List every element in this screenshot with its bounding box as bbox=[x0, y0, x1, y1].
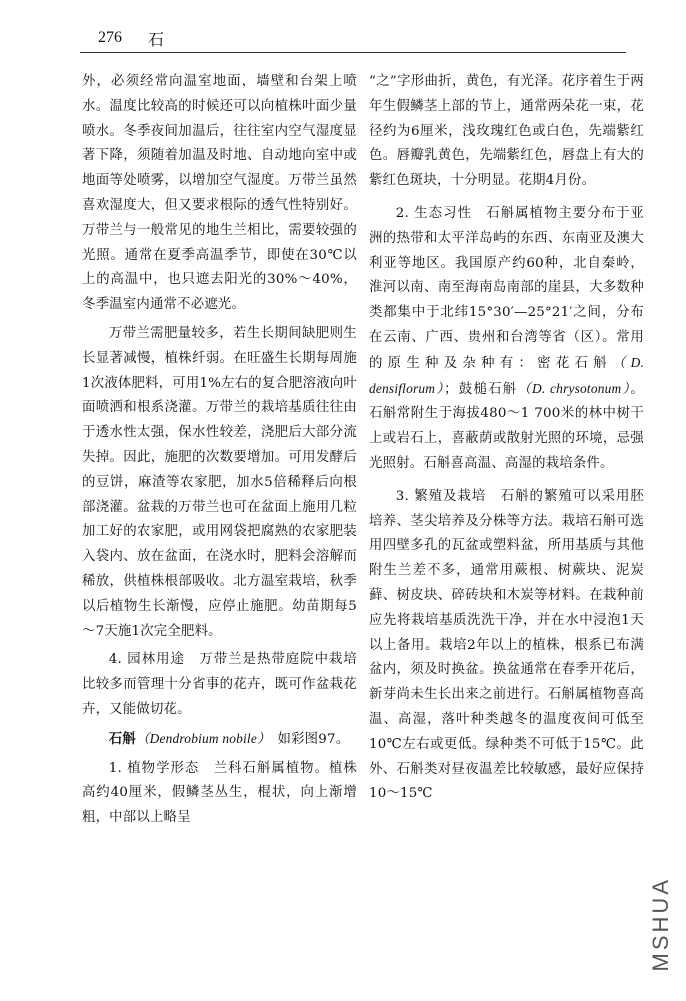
entry-name: 石斛 bbox=[108, 730, 136, 747]
paragraph: “之”字形曲折，黄色，有光泽。花序着生于两年生假鳞茎上部的节上，通常两朵花一束，花径约为6厘米，浅玫瑰红色或白色，先端紫红色。唇瓣乳黄色，先端紫红色，唇盘上有大的紫红色斑块，十分明显。花期4月份。 bbox=[369, 74, 644, 189]
figure-reference: 如彩图97。 bbox=[263, 731, 350, 747]
left-column bbox=[82, 70, 357, 835]
latin-name: （D. densiflorum） bbox=[369, 354, 644, 396]
text-run: 2. 生态习性 石斛属植物主要分布于亚洲的热带和太平洋岛屿的东西、东南亚及澳大利亚等地区。我国原产约60种，北自秦岭，淮河以南、南至海南岛南部的崖县，大多数种类都集中于北纬15°30′—25°21′之间，分布在云南、广西、贵州和台湾等省（区）。常用的原生种及杂种有：密花石斛 bbox=[369, 205, 644, 371]
page-number: 276 bbox=[98, 29, 122, 46]
text-run: 。石斛常附生于海拔480～1 700米的林中树干上或岩石上，喜蔽荫或散射光照的环境，忌强光照射。石斛喜高温、高湿的栽培条件。 bbox=[369, 381, 644, 471]
entry-heading-paragraph bbox=[82, 727, 357, 753]
paragraph: 外，必须经常向温室地面，墙壁和台架上喷水。温度比较高的时候还可以向植株叶面少量喷水。冬季夜间加温后，往往室内空气湿度显著下降，须随着加温及时地、自动地向室中或地面等处喷雾，以增加空气湿度。万带兰虽然喜欢湿度大，但又要求根际的透气性特别好。万带兰与一般常见的地生兰相比，需要较强的光照。通常在夏季高温季节，即使在30℃以上的高温中，也只遮去阳光的30%～40%，冬季温室内通常不必遮光。 bbox=[82, 74, 357, 313]
watermark: MSHUA bbox=[648, 876, 673, 971]
text-run: ；鼓槌石斛 bbox=[444, 381, 518, 397]
paragraph bbox=[369, 202, 644, 477]
paragraph: 1. 植物学形态 兰科石斛属植物。植株高约40厘米，假鳞茎丛生，棍状，向上渐增粗，中部以上略呈 bbox=[82, 760, 357, 826]
right-column bbox=[369, 70, 644, 811]
page-header bbox=[80, 26, 620, 52]
latin-name: （D. chrysotonum） bbox=[517, 380, 631, 396]
header-rule bbox=[80, 52, 626, 53]
paragraph: 3. 繁殖及栽培 石斛的繁殖可以采用胚培养、茎尖培养及分株等方法。栽培石斛可选用四壁多孔的瓦盆或塑料盆，所用基质与其他附生兰差不多，通常用蕨根、树蕨块、泥炭藓、树皮块、碎砖块和木炭等材料。在栽种前应先将栽培基质洗洗干净，并在水中浸泡1天以上备用。栽培2年以上的植株，根系已布满盆内，须及时换盆。换盆通常在春季开花后，新芽尚未生长出来之前进行。石斛属植物喜高温、高湿，落叶种类越冬的温度夜间可低至10℃左右或更低。绿种类不可低于15℃。此外、石斛类对昼夜温差比较敏感，最好应保持10～15℃ bbox=[369, 488, 644, 802]
paragraph: 4. 园林用途 万带兰是热带庭院中栽培比较多而管理十分省事的花卉，既可作盆栽花卉，又能做切花。 bbox=[82, 652, 357, 717]
running-head: 石 bbox=[148, 30, 165, 49]
latin-name: （Dendrobium nobile） bbox=[135, 730, 264, 746]
paragraph: 万带兰需肥量较多，若生长期间缺肥则生长显著减慢，植株纤弱。在旺盛生长期每周施1次液体肥料，可用1%左右的复合肥溶液向叶面喷洒和根系浇灌。万带兰的栽培基质往往由于透水性太强，保水性较差，浇肥后大部分流失掉。因此，施肥的次数要增加。可用发酵后的豆饼，麻渣等农家肥，加水5倍稀释后向根部浇灌。盆栽的万带兰也可在盆面上施用几粒加工好的农家肥，或用网袋把腐熟的农家肥装入袋内、放在盆面，在浇水时，肥料会溶解而稀放，供植株根部吸收。北方温室栽培，秋季以后植物生长渐慢，应停止施肥。幼苗期每5～7天施1次完全肥料。 bbox=[82, 325, 357, 639]
